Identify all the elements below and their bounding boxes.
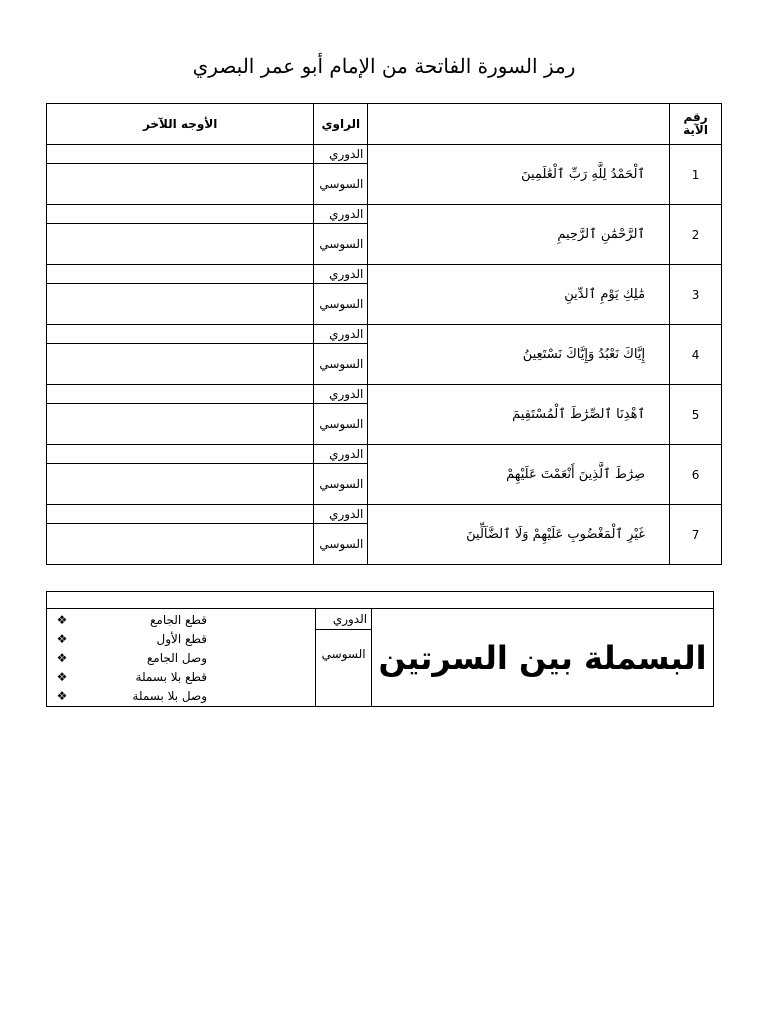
header-narrator: الراوي <box>314 104 368 145</box>
verse-number: 5 <box>670 385 722 445</box>
basmala-option-label: وصل الجامع <box>146 651 207 665</box>
narrator-first: الدوري <box>314 385 368 404</box>
other-ways-second <box>47 404 314 445</box>
basmala-option <box>47 687 315 706</box>
basmala-narrators <box>316 609 372 707</box>
basmala-option-label: قطع بلا بسملة <box>135 670 207 684</box>
diamond-bullet-icon: ❖ <box>56 689 68 703</box>
other-ways-first <box>47 445 314 464</box>
header-verse-number: رقم الآية <box>670 104 722 145</box>
narrator-first: الدوري <box>314 265 368 284</box>
page-title: رمز السورة الفاتحة من الإمام أبو عمر البصري <box>192 54 576 78</box>
other-ways-second <box>47 224 314 265</box>
other-ways-first <box>47 145 314 164</box>
basmala-header-row <box>47 592 714 609</box>
verse-text: مَٰلِكِ يَوْمِ ٱلدِّينِ <box>368 265 670 325</box>
other-ways-first <box>47 505 314 524</box>
verse-row <box>47 385 722 404</box>
narrator-second: السوسي <box>314 404 368 445</box>
verse-text: إِيَّاكَ نَعْبُدُ وَإِيَّاكَ نَسْتَعِينُ <box>368 325 670 385</box>
verse-number: 2 <box>670 205 722 265</box>
diamond-bullet-icon: ❖ <box>56 651 68 665</box>
other-ways-first <box>47 325 314 344</box>
basmala-option <box>47 630 315 649</box>
other-ways-second <box>47 464 314 505</box>
verse-number: 3 <box>670 265 722 325</box>
other-ways-second <box>47 164 314 205</box>
verse-text: ٱهْدِنَا ٱلصِّرَٰطَ ٱلْمُسْتَقِيمَ <box>368 385 670 445</box>
narrator-second: السوسي <box>314 284 368 325</box>
verse-row <box>47 325 722 344</box>
other-ways-first <box>47 205 314 224</box>
basmala-narrator-second: السوسي <box>321 647 366 661</box>
verse-text: ٱلرَّحْمَٰنِ ٱلرَّحِيمِ <box>368 205 670 265</box>
verse-row <box>47 265 722 284</box>
basmala-options <box>47 609 316 707</box>
narrator-second: السوسي <box>314 344 368 385</box>
other-ways-second <box>47 344 314 385</box>
basmala-option <box>47 668 315 687</box>
basmala-option <box>47 649 315 668</box>
narrator-first: الدوري <box>314 145 368 164</box>
verse-row <box>47 445 722 464</box>
other-ways-second <box>47 524 314 565</box>
verses-table <box>46 103 722 565</box>
basmala-option <box>47 611 315 630</box>
basmala-option-label: قطع الجامع <box>150 613 207 627</box>
diamond-bullet-icon: ❖ <box>56 632 68 646</box>
narrator-second: السوسي <box>314 164 368 205</box>
verse-number: 7 <box>670 505 722 565</box>
basmala-option-label: قطع الأول <box>156 632 207 646</box>
other-ways-first <box>47 265 314 284</box>
basmala-option-label: وصل بلا بسملة <box>132 689 207 703</box>
diamond-bullet-icon: ❖ <box>56 670 68 684</box>
verse-text: صِرَٰطَ ٱلَّذِينَ أَنْعَمْتَ عَلَيْهِمْ <box>368 445 670 505</box>
verse-text: ٱلْحَمْدُ لِلَّهِ رَبِّ ٱلْعَٰلَمِينَ <box>368 145 670 205</box>
narrator-second: السوسي <box>314 224 368 265</box>
narrator-first: الدوري <box>314 325 368 344</box>
verse-text: غَيْرِ ٱلْمَغْضُوبِ عَلَيْهِمْ وَلَا ٱلضَّآلِّينَ <box>368 505 670 565</box>
basmala-table <box>46 591 714 707</box>
diamond-bullet-icon: ❖ <box>56 613 68 627</box>
verse-row <box>47 205 722 224</box>
narrator-second: السوسي <box>314 524 368 565</box>
header-other-ways: الأوجه اللآخر <box>47 104 314 145</box>
verse-number: 1 <box>670 145 722 205</box>
narrator-second: السوسي <box>314 464 368 505</box>
verse-row <box>47 145 722 164</box>
other-ways-first <box>47 385 314 404</box>
other-ways-second <box>47 284 314 325</box>
narrator-first: الدوري <box>314 205 368 224</box>
header-verse <box>368 104 670 145</box>
narrator-first: الدوري <box>314 445 368 464</box>
basmala-heading: البسملة بين السرتين <box>372 609 714 707</box>
verse-row <box>47 505 722 524</box>
verse-number: 4 <box>670 325 722 385</box>
table-header-row <box>47 104 722 145</box>
basmala-narrator-first: الدوري <box>316 609 371 630</box>
verse-number: 6 <box>670 445 722 505</box>
narrator-first: الدوري <box>314 505 368 524</box>
basmala-row <box>47 609 714 707</box>
